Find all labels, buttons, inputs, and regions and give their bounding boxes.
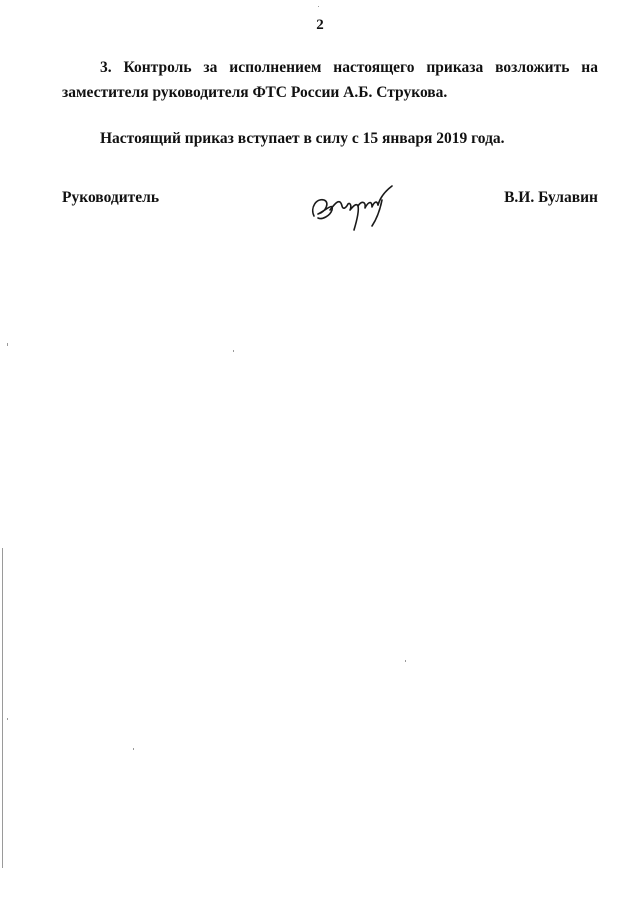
signature-block [62,186,598,246]
paragraph-item-3: 3. Контроль за исполнением настоящего приказа возложить на заместителя руководителя ФТС России А.Б. Струкова. [62,59,598,101]
page-number: 2 [316,17,324,33]
paragraph-effective-date: Настоящий приказ вступает в силу с 15 января 2019 года. [100,130,505,147]
handwritten-signature [308,180,398,236]
signatory-name: В.И. Булавин [504,189,598,206]
signatory-title: Руководитель [62,189,160,206]
